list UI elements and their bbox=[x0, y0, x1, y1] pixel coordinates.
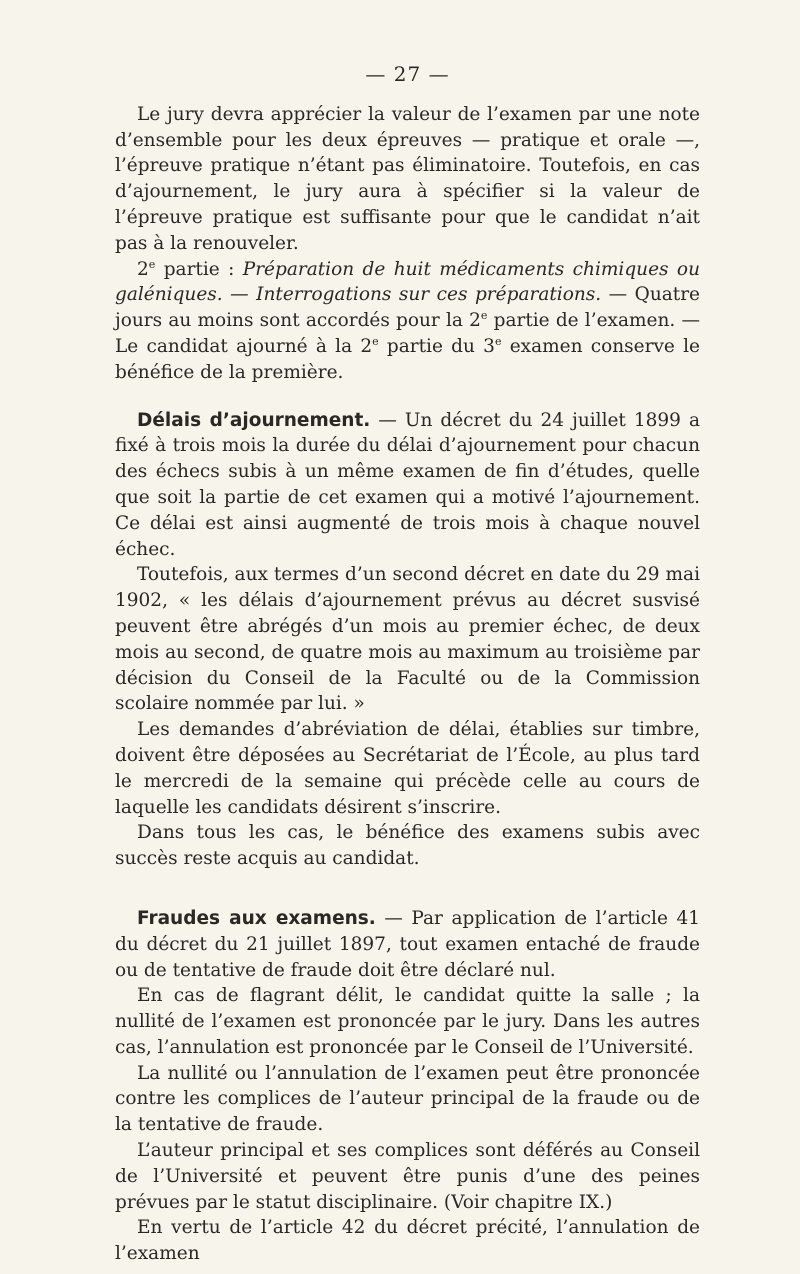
delais-paragraph-4: Dans tous les cas, le bénéfice des examens subis avec succès reste acquis au candidat. bbox=[115, 822, 700, 870]
page-number: — 27 — bbox=[365, 62, 450, 86]
delais-section bbox=[115, 408, 700, 872]
fraudes-heading: Fraudes aux examens. bbox=[137, 907, 376, 929]
delais-paragraph-2: Toutefois, aux termes d’un second décret en date du 29 mai 1902, « les délais d’ajournement prévus au décret susvisé peuvent être abrégés d’un mois au premier échec, de deux mois au second, de quatre mois au maximum au troisième par décision du Conseil de la Faculté ou de la Commission scolaire nommée par lui. » bbox=[115, 564, 700, 715]
delais-heading: Délais d’ajournement. bbox=[137, 409, 371, 431]
exam-number: 3 bbox=[483, 335, 495, 357]
fraudes-paragraph-4: L’auteur principal et ses complices sont déférés au Conseil de l’Université et peuvent être punis d’une des peines prévues par le statut disciplinaire. (Voir chapitre IX.) bbox=[115, 1140, 700, 1213]
part-text-2: partie de l’examen. — Le candidat ajourné à la bbox=[115, 310, 700, 357]
fraudes-paragraph-3: La nullité ou l’annulation de l’examen peut être prononcée contre les complices de l’auteur principal de la fraude ou de la tentative de fraude. bbox=[115, 1062, 700, 1136]
fraudes-paragraph-1 bbox=[115, 906, 700, 983]
fraudes-paragraph-2: En cas de flagrant délit, le candidat quitte la salle ; la nullité de l’examen est prononcée par le jury. Dans les autres cas, l’annulation est prononcée par le Conseil de l’Université. bbox=[115, 985, 700, 1058]
part-suffix: e bbox=[148, 257, 156, 271]
intro-paragraph-1: Le jury devra apprécier la valeur de l’examen par une note d’ensemble pour les deux épreuves — pratique et orale —, l’épreuve pratique n’étant pas éliminatoire. Toutefois, en cas d’ajournement, le jury aura à spécifier si la valeur de l’épreuve pratique est suffisante pour que le candidat n’ait pas à la renouveler. bbox=[115, 103, 700, 254]
part-text-4: examen conserve le bénéfice de la première. bbox=[115, 335, 700, 383]
delais-paragraph-1 bbox=[115, 408, 700, 563]
document-page bbox=[115, 62, 700, 1267]
intro-paragraph-2 bbox=[115, 257, 700, 386]
part-text-1: — Quatre jours au moins sont accordés pour la bbox=[115, 284, 700, 332]
delais-text-1: — Un décret du 24 juillet 1899 a fixé à trois mois la durée du délai d’ajournement pour chacun des échecs subis à un même examen de fin d’études, quelle que soit la partie de cet examen qui a motivé l’ajournement. Ce délai est ainsi augmenté de trois mois à chaque nouvel échec. bbox=[115, 409, 700, 560]
part-label: partie : bbox=[155, 258, 243, 280]
part-description: Préparation de huit médicaments chimiques ou galéniques. — Interrogations sur ces préparations. bbox=[115, 258, 700, 306]
part-number-3: 2 bbox=[360, 335, 373, 357]
delais-paragraph-3: Les demandes d’abréviation de délai, établies sur timbre, doivent être déposées au Secrétariat de l’École, au plus tard le mercredi de la semaine qui précède celle au cours de laquelle les candidats désirent s’inscrire. bbox=[115, 719, 700, 818]
fraudes-text-1: — Par application de l’article 41 du décret du 21 juillet 1897, tout examen entaché de fraude ou de tentative de fraude doit être déclaré nul. bbox=[115, 907, 700, 981]
fraudes-paragraph-5: En vertu de l’article 42 du décret précité, l’annulation de l’examen bbox=[115, 1217, 700, 1265]
part-suffix-3: e bbox=[372, 334, 379, 348]
exam-suffix: e bbox=[494, 334, 502, 348]
fraudes-section bbox=[115, 906, 700, 1267]
part-text-3: partie du bbox=[378, 335, 484, 357]
part-number-2: 2 bbox=[469, 310, 481, 332]
part-number: 2 bbox=[137, 258, 149, 280]
part-suffix-2: e bbox=[480, 309, 488, 323]
